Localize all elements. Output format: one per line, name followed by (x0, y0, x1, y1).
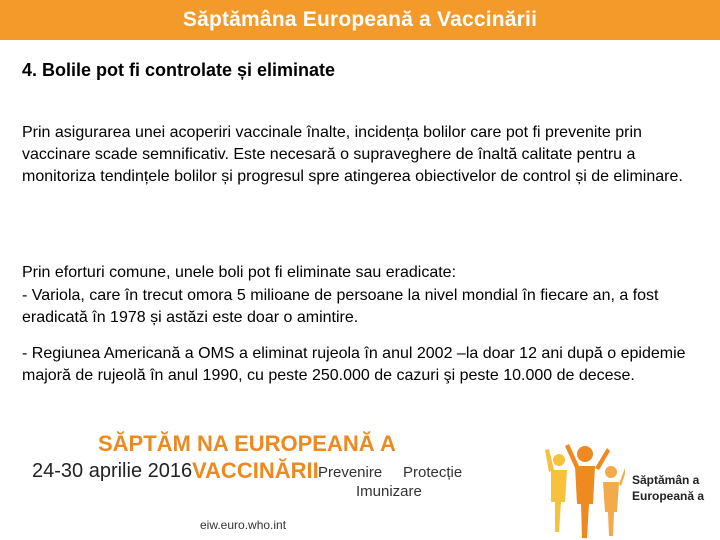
footer-dates: 24-30 aprilie 2016 (32, 460, 193, 482)
header-title: Săptămâna Europeană a Vaccinării (182, 8, 538, 31)
paragraph-efforts: Prin eforturi comune, unele boli pot fi eliminate sau eradicate: (22, 264, 457, 281)
campaign-people-logo-icon (545, 442, 625, 540)
paragraph-coverage: Prin asigurarea unei acoperiri vaccinale înalte, incidența bolilor care pot fi prevenite prin vaccinare scade semnificativ. Este necesară o supraveghere de înaltă calitate pentru a monitoriza tendințele bolilor și progresul spre atingerea obiectivelor de control și de eliminare. (22, 124, 683, 185)
footer-tag-protectie: Protecție (403, 464, 463, 481)
footer-url[interactable]: eiw.euro.who.int (200, 518, 287, 532)
header-bar (0, 0, 720, 40)
footer-tag-prevenire: Prevenire (318, 464, 383, 481)
footer-campaign-title: SĂPTĂM NA EUROPEANĂ A (98, 431, 396, 456)
slide-title: 4. Bolile pot fi controlate și eliminate (22, 60, 336, 80)
paragraph-variola: - Variola, care în trecut omora 5 milioane de persoane la nivel mondial în fiecare an, a fost eradicată în 1978 și astăzi este doar o amintire. (22, 287, 659, 326)
footer-campaign-title-line2: VACCINĂRII (192, 458, 319, 483)
paragraph-rujeola: - Regiunea Americană a OMS a eliminat rujeola în anul 2002 –la doar 12 ani după o epidemie majoră de rujeolă în anul 1990, cu peste 250.000 de cazuri şi peste 10.000 de decese. (22, 345, 686, 384)
footer-tag-imunizare: Imunizare (356, 483, 422, 500)
side-campaign-text: Săptămân a Europeană a (632, 473, 705, 503)
